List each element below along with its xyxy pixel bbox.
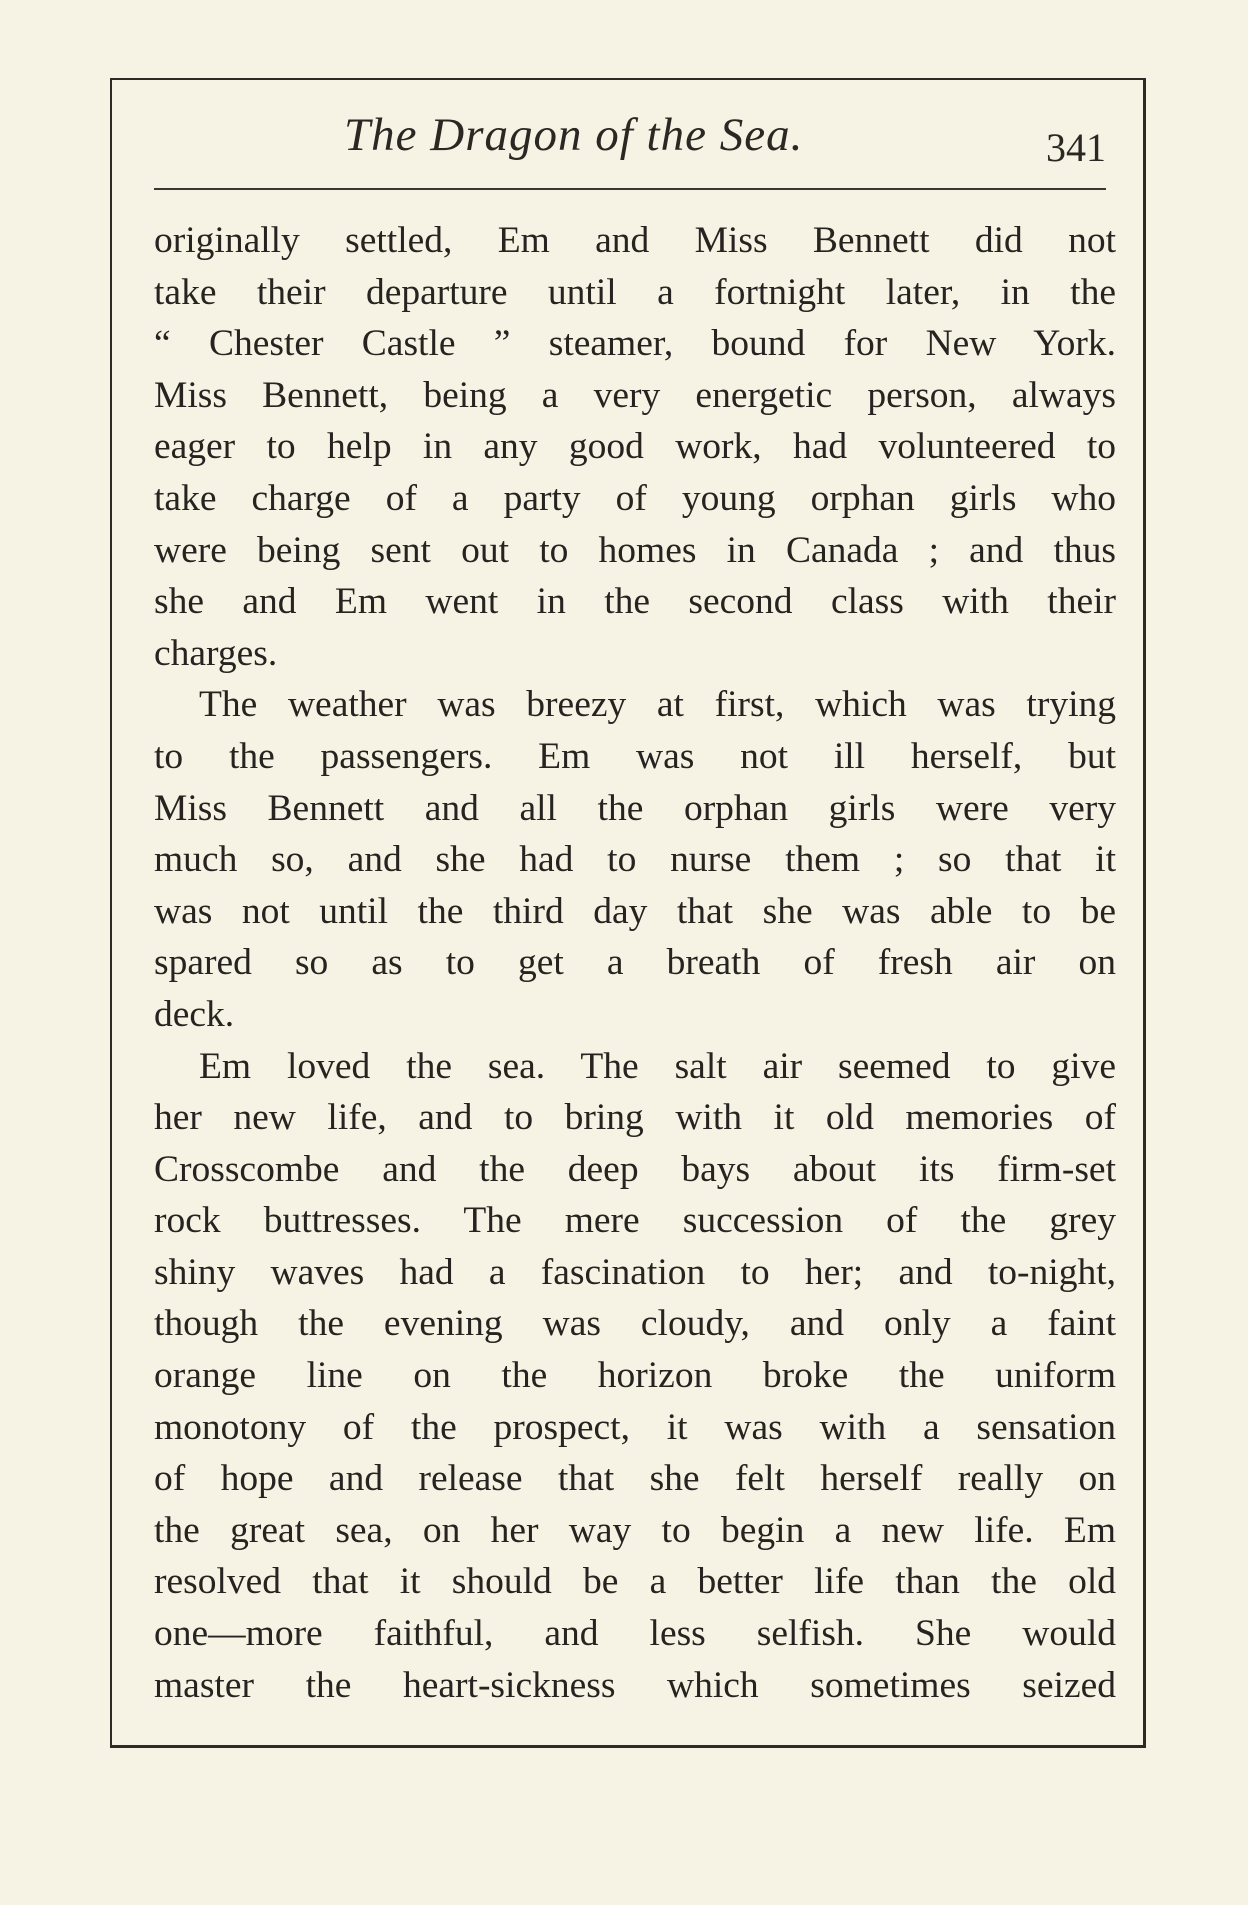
text-line: the great sea, on her way to begin a new life. Em — [154, 1509, 1116, 1551]
text-line: was not until the third day that she was able to be — [154, 890, 1116, 932]
body-text — [154, 215, 1116, 1711]
text-line: Miss Bennett, being a very energetic person, always — [154, 374, 1116, 416]
running-title: The Dragon of the Sea. — [344, 109, 804, 161]
text-line: though the evening was cloudy, and only a faint — [154, 1303, 1116, 1345]
text-line: to the passengers. Em was not ill herself, but — [154, 735, 1116, 777]
running-head — [154, 100, 1106, 180]
header-rule — [154, 188, 1106, 190]
text-line: were being sent out to homes in Canada ; and thus — [154, 529, 1116, 571]
text-line: one—more faithful, and less selfish. She would — [154, 1613, 1116, 1655]
text-line: of hope and release that she felt herself really on — [154, 1458, 1116, 1500]
text-line: monotony of the prospect, it was with a sensation — [154, 1406, 1116, 1448]
text-line: much so, and she had to nurse them ; so that it — [154, 839, 1116, 881]
text-line: master the heart-sickness which sometimes seized — [154, 1664, 1116, 1706]
text-line: rock buttresses. The mere succession of the grey — [154, 1200, 1116, 1242]
text-line: originally settled, Em and Miss Bennett did not — [154, 220, 1116, 261]
text-line: her new life, and to bring with it old memories of — [154, 1097, 1116, 1139]
text-line: deck. — [154, 993, 235, 1035]
text-line: charges. — [154, 632, 278, 674]
page-number: 341 — [1046, 125, 1106, 170]
text-line: “ Chester Castle ” steamer, bound for New York. — [154, 323, 1116, 365]
text-line: take charge of a party of young orphan girls who — [154, 477, 1116, 519]
text-line: resolved that it should be a better life than the old — [154, 1561, 1116, 1603]
text-line: The weather was breezy at first, which was trying — [199, 684, 1116, 726]
text-line: Crosscombe and the deep bays about its firm-set — [154, 1148, 1116, 1190]
text-line: orange line on the horizon broke the uniform — [154, 1355, 1116, 1397]
text-line: take their departure until a fortnight later, in the — [154, 271, 1116, 313]
text-line: Miss Bennett and all the orphan girls were very — [154, 787, 1116, 829]
text-line: she and Em went in the second class with their — [154, 581, 1116, 623]
text-line: shiny waves had a fascination to her; and to-night, — [154, 1251, 1116, 1293]
text-line: spared so as to get a breath of fresh air on — [154, 942, 1116, 984]
text-line: Em loved the sea. The salt air seemed to give — [199, 1045, 1116, 1087]
text-line: eager to help in any good work, had volunteered to — [154, 426, 1116, 468]
